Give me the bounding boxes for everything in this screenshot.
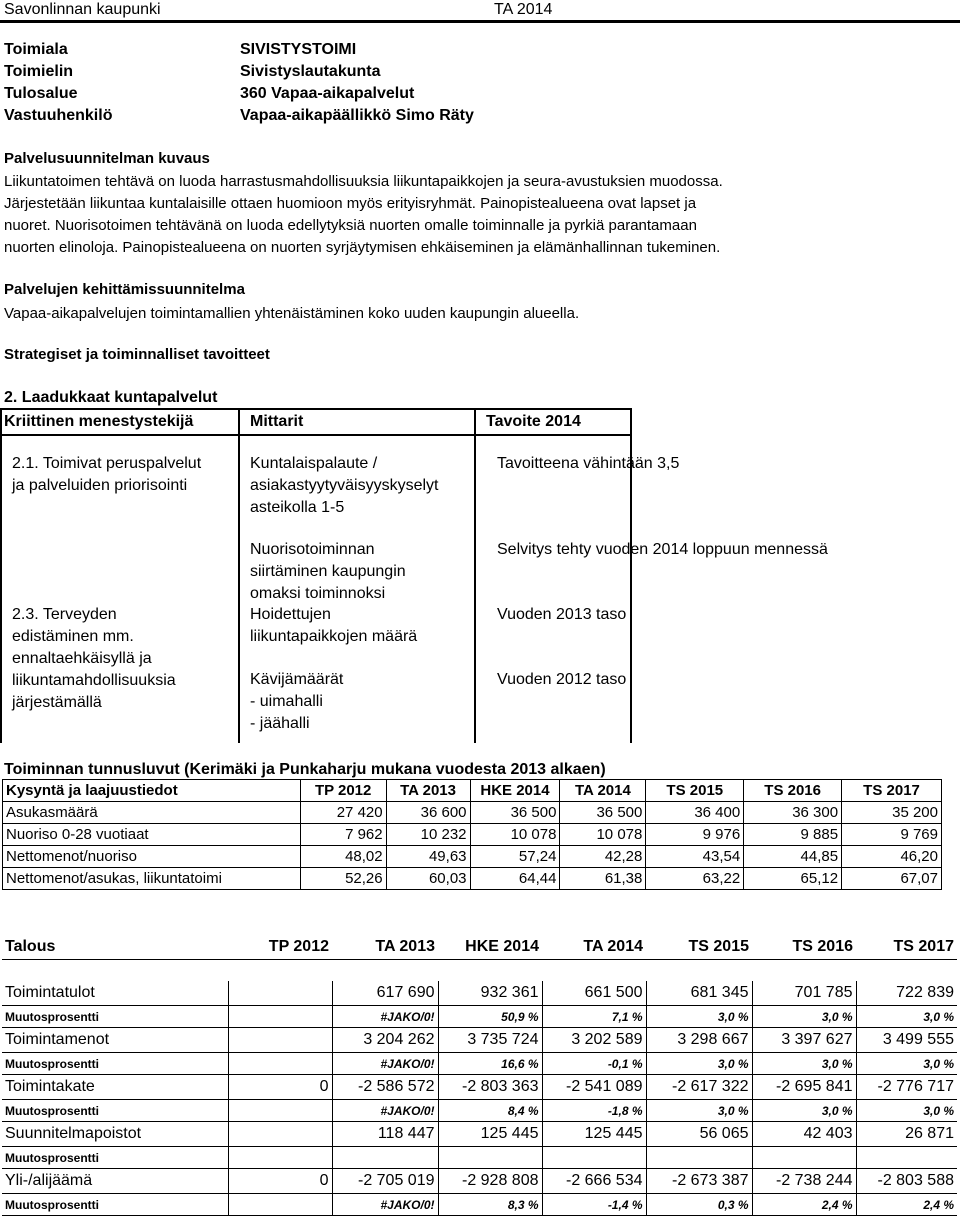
- row-label: Muutosprosentti: [2, 1053, 228, 1075]
- table-row: [2, 1122, 957, 1147]
- table-cell: 3,0 %: [752, 1006, 856, 1028]
- table-cell: -2 541 089: [542, 1075, 646, 1100]
- table-cell: 16,6 %: [438, 1053, 542, 1075]
- table-cell: #JAKO/0!: [332, 1100, 438, 1122]
- doc-version: TA 2014: [494, 1, 553, 18]
- spacer-row: [2, 960, 957, 982]
- table-cell: 701 785: [752, 981, 856, 1006]
- info-label-vastuuhenkilo: Vastuuhenkilö: [4, 107, 113, 124]
- table-cell: -2 586 572: [332, 1075, 438, 1100]
- table-cell: 2,4 %: [752, 1194, 856, 1216]
- factor-line: ja palveluiden priorisointi: [12, 477, 188, 494]
- table-cell: [752, 1147, 856, 1169]
- table-cell: 36 500: [560, 802, 646, 824]
- row-label: Yli-/alijäämä: [2, 1169, 228, 1194]
- table-cell: 46,20: [842, 846, 942, 868]
- column-header: TA 2014: [542, 935, 646, 960]
- table-cell: 65,12: [744, 868, 842, 890]
- table-cell: 0: [228, 1169, 332, 1194]
- table-cell: #JAKO/0!: [332, 1194, 438, 1216]
- table-cell: 9 885: [744, 824, 842, 846]
- table-row: [2, 1053, 957, 1075]
- info-label-toimielin: Toimielin: [4, 63, 74, 80]
- table-cell: 50,9 %: [438, 1006, 542, 1028]
- table-cell: 3,0 %: [646, 1006, 752, 1028]
- laadukkaat-border-mid2: [474, 408, 476, 743]
- goal-text: Tavoitteena vähintään 3,5: [497, 455, 680, 472]
- table-cell: 7 962: [300, 824, 386, 846]
- table-cell: [542, 1147, 646, 1169]
- metric-line: Kuntalaispalaute /: [250, 455, 378, 472]
- metric-line: asteikolla 1-5: [250, 499, 345, 516]
- table-cell: -2 617 322: [646, 1075, 752, 1100]
- table-cell: 61,38: [560, 868, 646, 890]
- table-cell: 617 690: [332, 981, 438, 1006]
- header-factor: Kriittinen menestystekijä: [4, 413, 194, 430]
- table-cell: [228, 1053, 332, 1075]
- table-row: [2, 1169, 957, 1194]
- column-header: TA 2013: [386, 780, 470, 802]
- table-cell: 3 204 262: [332, 1028, 438, 1053]
- table-cell: 10 078: [470, 824, 560, 846]
- table-cell: -2 738 244: [752, 1169, 856, 1194]
- laadukkaat-title: 2. Laadukkaat kuntapalvelut: [4, 389, 218, 406]
- table-cell: 125 445: [438, 1122, 542, 1147]
- column-header: TS 2015: [646, 935, 752, 960]
- column-header: HKE 2014: [438, 935, 542, 960]
- column-header: TS 2016: [744, 780, 842, 802]
- info-value-tulosalue: 360 Vapaa-aikapalvelut: [240, 85, 415, 102]
- table-cell: 10 078: [560, 824, 646, 846]
- factor-line: järjestämällä: [12, 694, 102, 711]
- column-header: TS 2017: [842, 780, 942, 802]
- row-label: Nuoriso 0-28 vuotiaat: [3, 824, 301, 846]
- table-cell: 49,63: [386, 846, 470, 868]
- header-metric: Mittarit: [250, 413, 304, 430]
- column-header: Talous: [2, 935, 228, 960]
- table-cell: 43,54: [646, 846, 744, 868]
- table-cell: 56 065: [646, 1122, 752, 1147]
- table-cell: 9 976: [646, 824, 744, 846]
- laadukkaat-border-left: [0, 408, 2, 743]
- kuvaus-title: Palvelusuunnitelman kuvaus: [4, 150, 210, 167]
- table-cell: 67,07: [842, 868, 942, 890]
- info-label-tulosalue: Tulosalue: [4, 85, 78, 102]
- row-label: Muutosprosentti: [2, 1006, 228, 1028]
- table-cell: 3,0 %: [856, 1053, 957, 1075]
- table-cell: 3,0 %: [752, 1100, 856, 1122]
- header-goal: Tavoite 2014: [486, 413, 581, 430]
- table-cell: [228, 1147, 332, 1169]
- info-value-vastuuhenkilo: Vapaa-aikapäällikkö Simo Räty: [240, 107, 474, 124]
- table-cell: 36 300: [744, 802, 842, 824]
- table-cell: 0,3 %: [646, 1194, 752, 1216]
- factor-line: edistäminen mm.: [12, 628, 134, 645]
- talous-table: [2, 935, 957, 1216]
- table-cell: [228, 1100, 332, 1122]
- table-cell: [228, 981, 332, 1006]
- table-cell: 64,44: [470, 868, 560, 890]
- table-cell: -2 695 841: [752, 1075, 856, 1100]
- info-value-toimielin: Sivistyslautakunta: [240, 63, 381, 80]
- row-label: Toimintamenot: [2, 1028, 228, 1053]
- table-cell: 42,28: [560, 846, 646, 868]
- table-cell: 7,1 %: [542, 1006, 646, 1028]
- column-header: TA 2013: [332, 935, 438, 960]
- table-row: [3, 868, 942, 890]
- row-label: Suunnitelmapoistot: [2, 1122, 228, 1147]
- kuvaus-line: nuorten elinoloja. Painopistealueena on nuorten syrjäytymisen ehkäiseminen ja elämänhallinnan tukeminen.: [4, 239, 721, 256]
- table-cell: #JAKO/0!: [332, 1006, 438, 1028]
- table-cell: 8,4 %: [438, 1100, 542, 1122]
- table-cell: 48,02: [300, 846, 386, 868]
- table-cell: 36 500: [470, 802, 560, 824]
- org-name: Savonlinnan kaupunki: [4, 1, 161, 18]
- table-header-row: [3, 780, 942, 802]
- table-cell: 10 232: [386, 824, 470, 846]
- table-cell: -2 666 534: [542, 1169, 646, 1194]
- column-header: TS 2016: [752, 935, 856, 960]
- table-cell: 722 839: [856, 981, 957, 1006]
- row-label: Nettomenot/nuoriso: [3, 846, 301, 868]
- table-cell: 118 447: [332, 1122, 438, 1147]
- metric-line: liikuntapaikkojen määrä: [250, 628, 418, 645]
- laadukkaat-border-mid1: [238, 408, 240, 743]
- table-cell: [228, 1028, 332, 1053]
- kehittaminen-title: Palvelujen kehittämissuunnitelma: [4, 281, 245, 298]
- kuvaus-line: Liikuntatoimen tehtävä on luoda harrastusmahdollisuuksia liikuntapaikkojen ja seura-avustuksien muodossa.: [4, 173, 723, 190]
- row-label: Asukasmäärä: [3, 802, 301, 824]
- table-cell: 0: [228, 1075, 332, 1100]
- column-header: TP 2012: [228, 935, 332, 960]
- column-header: TP 2012: [300, 780, 386, 802]
- table-cell: -0,1 %: [542, 1053, 646, 1075]
- goal-text: Selvitys tehty vuoden 2014 loppuun mennessä: [497, 541, 828, 558]
- column-header: Kysyntä ja laajuustiedot: [3, 780, 301, 802]
- table-row: [2, 1194, 957, 1216]
- metric-line: - jäähalli: [250, 715, 310, 732]
- kehittaminen-text: Vapaa-aikapalvelujen toimintamallien yhtenäistäminen koko uuden kaupungin alueella.: [4, 305, 580, 322]
- table-row: [2, 1075, 957, 1100]
- column-header: TS 2015: [646, 780, 744, 802]
- table-cell: 681 345: [646, 981, 752, 1006]
- table-cell: 932 361: [438, 981, 542, 1006]
- table-cell: 35 200: [842, 802, 942, 824]
- table-row: [3, 802, 942, 824]
- table-cell: [228, 1122, 332, 1147]
- factor-line: liikuntamahdollisuuksia: [12, 672, 176, 689]
- table-header-row: [2, 935, 957, 960]
- row-label: Muutosprosentti: [2, 1194, 228, 1216]
- table-cell: -2 776 717: [856, 1075, 957, 1100]
- table-cell: 2,4 %: [856, 1194, 957, 1216]
- table-cell: 3,0 %: [646, 1100, 752, 1122]
- table-cell: -2 673 387: [646, 1169, 752, 1194]
- table-cell: 63,22: [646, 868, 744, 890]
- table-cell: 57,24: [470, 846, 560, 868]
- table-row: [2, 1100, 957, 1122]
- table-row: [2, 1006, 957, 1028]
- column-header: HKE 2014: [470, 780, 560, 802]
- strategiset-title: Strategiset ja toiminnalliset tavoitteet: [4, 346, 270, 363]
- laadukkaat-header-rule: [0, 434, 632, 436]
- table-cell: -2 803 588: [856, 1169, 957, 1194]
- table-cell: -1,8 %: [542, 1100, 646, 1122]
- row-label: Muutosprosentti: [2, 1100, 228, 1122]
- kuvaus-line: Järjestetään liikuntaa kuntalaisille ottaen huomioon myös erityisryhmät. Painopistealueena ovat lapset ja: [4, 195, 697, 212]
- row-label: Toimintatulot: [2, 981, 228, 1006]
- header-divider: [0, 20, 960, 23]
- table-cell: 52,26: [300, 868, 386, 890]
- table-cell: #JAKO/0!: [332, 1053, 438, 1075]
- factor-line: ennaltaehkäisyllä ja: [12, 650, 152, 667]
- table-cell: 3 298 667: [646, 1028, 752, 1053]
- table-cell: 44,85: [744, 846, 842, 868]
- table-row: [2, 1028, 957, 1053]
- metric-line: siirtäminen kaupungin: [250, 563, 406, 580]
- table-row: [3, 846, 942, 868]
- table-cell: [856, 1147, 957, 1169]
- metric-line: Hoidettujen: [250, 606, 331, 623]
- tunnusluvut-table: [2, 779, 942, 890]
- table-row: [2, 981, 957, 1006]
- info-value-toimiala: SIVISTYSTOIMI: [240, 41, 357, 58]
- metric-line: asiakastyytyväisyyskyselyt: [250, 477, 439, 494]
- row-label: Toimintakate: [2, 1075, 228, 1100]
- laadukkaat-top-rule: [0, 408, 632, 410]
- table-cell: -2 928 808: [438, 1169, 542, 1194]
- table-cell: 3 735 724: [438, 1028, 542, 1053]
- table-cell: 125 445: [542, 1122, 646, 1147]
- table-cell: -1,4 %: [542, 1194, 646, 1216]
- row-label: Nettomenot/asukas, liikuntatoimi: [3, 868, 301, 890]
- info-label-toimiala: Toimiala: [4, 41, 68, 58]
- table-cell: [332, 1147, 438, 1169]
- column-header: TA 2014: [560, 780, 646, 802]
- table-cell: [646, 1147, 752, 1169]
- table-row: [3, 824, 942, 846]
- table-cell: 3 499 555: [856, 1028, 957, 1053]
- table-cell: 60,03: [386, 868, 470, 890]
- table-cell: [228, 1006, 332, 1028]
- factor-line: 2.1. Toimivat peruspalvelut: [12, 455, 202, 472]
- goal-text: Vuoden 2012 taso: [497, 671, 627, 688]
- metric-line: Nuorisotoiminnan: [250, 541, 375, 558]
- table-cell: 3,0 %: [646, 1053, 752, 1075]
- table-cell: 3,0 %: [856, 1100, 957, 1122]
- metric-line: omaksi toiminnoksi: [250, 585, 386, 602]
- row-label: Muutosprosentti: [2, 1147, 228, 1169]
- table-cell: 26 871: [856, 1122, 957, 1147]
- table-cell: 8,3 %: [438, 1194, 542, 1216]
- table-cell: [228, 1194, 332, 1216]
- table-cell: 3 397 627: [752, 1028, 856, 1053]
- table-cell: 36 400: [646, 802, 744, 824]
- factor-line: 2.3. Terveyden: [12, 606, 117, 623]
- table-cell: 661 500: [542, 981, 646, 1006]
- table-cell: 3,0 %: [856, 1006, 957, 1028]
- table-cell: 42 403: [752, 1122, 856, 1147]
- metric-line: - uimahalli: [250, 693, 323, 710]
- table-row: [2, 1147, 957, 1169]
- table-cell: 36 600: [386, 802, 470, 824]
- table-cell: -2 803 363: [438, 1075, 542, 1100]
- table-cell: 27 420: [300, 802, 386, 824]
- metric-line: Kävijämäärät: [250, 671, 344, 688]
- table-cell: 3,0 %: [752, 1053, 856, 1075]
- table-cell: 3 202 589: [542, 1028, 646, 1053]
- table-cell: -2 705 019: [332, 1169, 438, 1194]
- table-cell: 9 769: [842, 824, 942, 846]
- column-header: TS 2017: [856, 935, 957, 960]
- tunnusluvut-title: Toiminnan tunnusluvut (Kerimäki ja Punkaharju mukana vuodesta 2013 alkaen): [4, 761, 606, 778]
- table-cell: [438, 1147, 542, 1169]
- kuvaus-line: nuoret. Nuorisotoimen tehtävänä on luoda edellytyksiä nuorten omalle toiminnalle ja pyrkiä parantamaan: [4, 217, 697, 234]
- goal-text: Vuoden 2013 taso: [497, 606, 627, 623]
